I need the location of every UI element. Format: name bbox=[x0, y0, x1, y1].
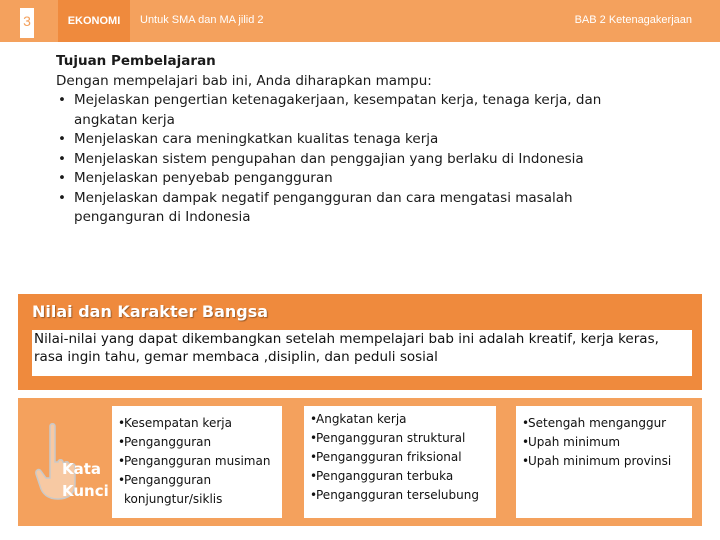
keyword-item: • Pengangguran bbox=[118, 433, 282, 452]
keywords-label-line1: Kata bbox=[62, 460, 102, 478]
book-title: Untuk SMA dan MA jilid 2 bbox=[140, 14, 264, 26]
keywords-label bbox=[62, 458, 109, 502]
keyword-item: • Kesempatan kerja bbox=[118, 414, 282, 433]
keywords-column-1 bbox=[112, 406, 282, 518]
subject-label: EKONOMI bbox=[58, 0, 130, 42]
keywords-column-3 bbox=[516, 406, 692, 518]
chapter-title: BAB 2 Ketenagakerjaan bbox=[574, 14, 692, 26]
keywords-column-2 bbox=[304, 406, 496, 518]
values-panel bbox=[18, 294, 702, 390]
keyword-item: • Upah minimum provinsi bbox=[522, 452, 692, 471]
learning-objectives bbox=[56, 52, 666, 228]
keyword-item: • Pengangguran friksional bbox=[310, 448, 496, 467]
keywords-label-line2: Kunci bbox=[62, 482, 109, 500]
page-header bbox=[0, 0, 720, 42]
objectives-list bbox=[56, 91, 666, 228]
objective-item: • Menjelaskan cara meningkatkan kualitas tenaga kerja bbox=[56, 130, 666, 150]
keyword-item: • Angkatan kerja bbox=[310, 410, 496, 429]
keyword-item: • Pengangguran terselubung bbox=[310, 486, 496, 505]
keyword-item: • Upah minimum bbox=[522, 433, 692, 452]
keyword-item: • Pengangguran konjungtur/siklis bbox=[118, 471, 282, 509]
keyword-item: • Pengangguran struktural bbox=[310, 429, 496, 448]
objective-item: • Menjelaskan dampak negatif pengangguran dan cara mengatasi masalah penganguran di Indonesia bbox=[56, 189, 666, 228]
objective-item: • Mejelaskan pengertian ketenagakerjaan, kesempatan kerja, tenaga kerja, dan angkatan kerja bbox=[56, 91, 666, 130]
objectives-intro: Dengan mempelajari bab ini, Anda diharapkan mampu: bbox=[56, 72, 432, 89]
page-number: 3 bbox=[20, 8, 34, 38]
keyword-item: • Setengah menganggur bbox=[522, 414, 692, 433]
values-title: Nilai dan Karakter Bangsa bbox=[32, 302, 269, 321]
keyword-item: • Pengangguran terbuka bbox=[310, 467, 496, 486]
values-text: Nilai-nilai yang dapat dikembangkan setelah mempelajari bab ini adalah kreatif, kerja keras, rasa ingin tahu, gemar membaca ,disiplin, dan peduli sosial bbox=[34, 331, 659, 365]
objectives-title: Tujuan Pembelajaran bbox=[56, 53, 216, 69]
keywords-panel bbox=[18, 398, 702, 526]
objective-item: • Menjelaskan penyebab pengangguran bbox=[56, 169, 666, 189]
objective-item: • Menjelaskan sistem pengupahan dan penggajian yang berlaku di Indonesia bbox=[56, 150, 666, 170]
keyword-item: • Pengangguran musiman bbox=[118, 452, 282, 471]
